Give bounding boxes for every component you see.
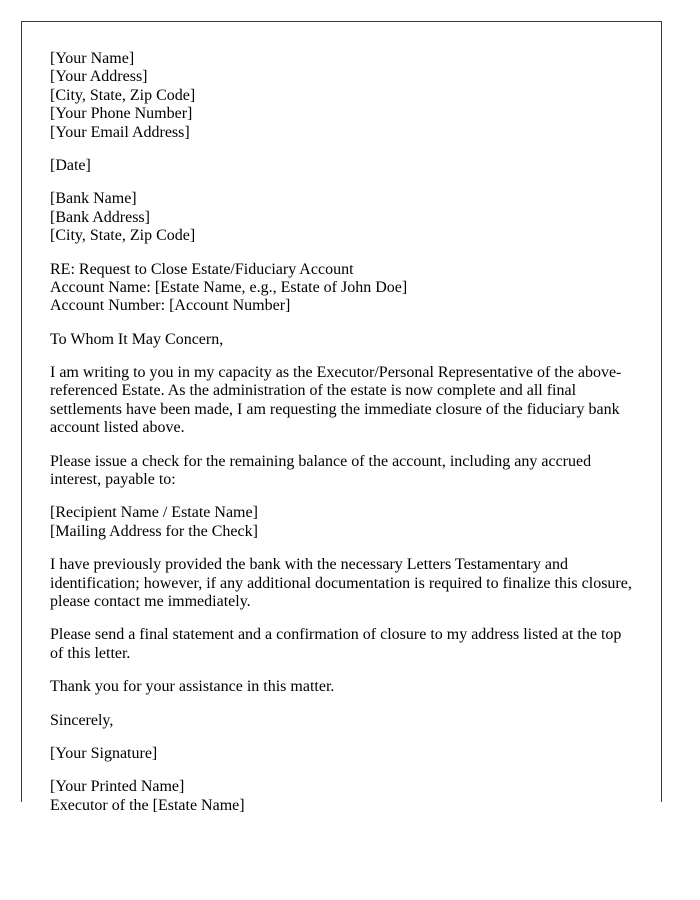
bank-name: [Bank Name] bbox=[50, 190, 137, 208]
printed-name: [Your Printed Name] bbox=[50, 778, 185, 796]
executor-title: Executor of the [Estate Name] bbox=[50, 796, 245, 814]
payee-block bbox=[50, 504, 633, 541]
paragraph-thanks: Thank you for your assistance in this matter. bbox=[50, 678, 335, 696]
account-number-line: Account Number: [Account Number] bbox=[50, 297, 291, 315]
sender-name: [Your Name] bbox=[50, 50, 135, 67]
closing: Sincerely, bbox=[50, 711, 114, 729]
account-name-line: Account Name: [Estate Name, e.g., Estate of John Doe] bbox=[50, 278, 408, 296]
bank-city-state-zip: [City, State, Zip Code] bbox=[50, 227, 196, 245]
paragraph-documentation: I have previously provided the bank with the necessary Letters Testamentary and identification; however, if any additional documentation is required to finalize this closure, please contact me immediately. bbox=[50, 556, 632, 610]
bank-address-block bbox=[50, 190, 633, 245]
signoff-block bbox=[50, 778, 633, 815]
salutation: To Whom It May Concern, bbox=[50, 330, 224, 348]
signature-placeholder: [Your Signature] bbox=[50, 744, 158, 762]
sender-phone: [Your Phone Number] bbox=[50, 105, 193, 123]
letter-document bbox=[21, 21, 662, 814]
bank-street-address: [Bank Address] bbox=[50, 208, 150, 226]
subject-block bbox=[50, 261, 633, 316]
sender-city-state-zip: [City, State, Zip Code] bbox=[50, 86, 196, 104]
payee-mailing-address: [Mailing Address for the Check] bbox=[50, 522, 258, 540]
sender-street-address: [Your Address] bbox=[50, 68, 148, 86]
re-subject-line: RE: Request to Close Estate/Fiduciary Account bbox=[50, 260, 354, 278]
paragraph-executor-capacity: I am writing to you in my capacity as the Executor/Personal Representative of the above-referenced Estate. As the administration of the estate is now complete and all final settlements have been made, I am requesting the immediate closure of the fiduciary bank account listed above. bbox=[50, 364, 622, 437]
paragraph-final-statement: Please send a final statement and a confirmation of closure to my address listed at the top of this letter. bbox=[50, 626, 622, 662]
date-line: [Date] bbox=[50, 156, 91, 174]
paragraph-check-request: Please issue a check for the remaining balance of the account, including any accrued interest, payable to: bbox=[50, 452, 592, 489]
payee-name: [Recipient Name / Estate Name] bbox=[50, 504, 258, 522]
sender-address-block bbox=[50, 50, 633, 142]
sender-email: [Your Email Address] bbox=[50, 123, 190, 141]
